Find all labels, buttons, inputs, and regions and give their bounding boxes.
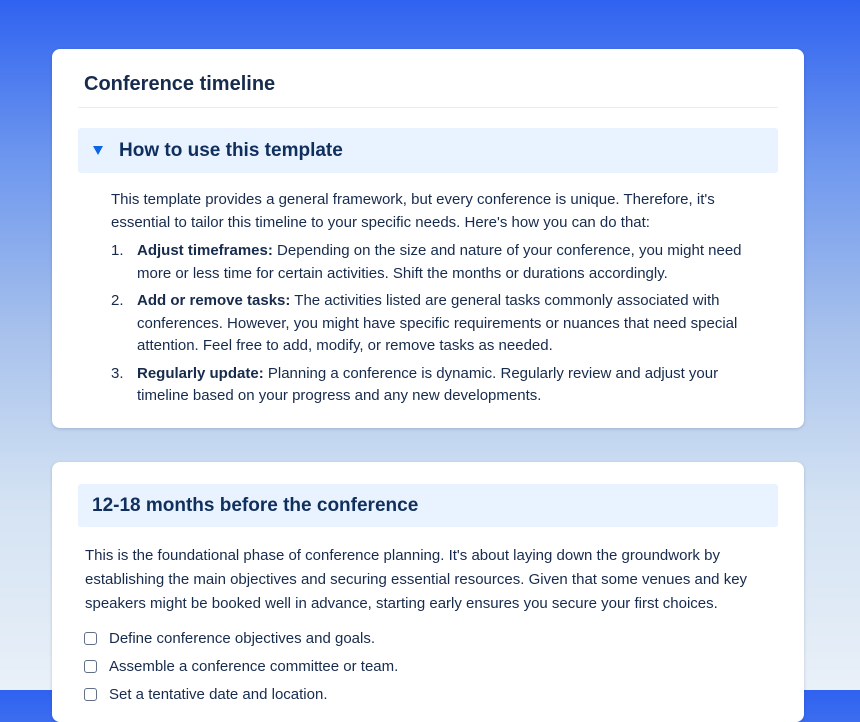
step-number: 2.	[111, 292, 124, 309]
expand-toggle[interactable]	[78, 128, 778, 173]
task-item	[84, 624, 398, 652]
page-title: Conference timeline	[84, 73, 276, 95]
task-item	[84, 652, 398, 680]
task-checkbox[interactable]	[84, 632, 97, 645]
step-title: Regularly update:	[137, 364, 264, 382]
task-label: Assemble a conference committee or team.	[109, 657, 399, 675]
step-number: 3.	[111, 364, 124, 382]
expand-title: How to use this template	[119, 139, 343, 161]
task-checklist	[84, 624, 398, 708]
list-item	[111, 240, 761, 285]
task-label: Define conference objectives and goals.	[109, 629, 376, 647]
step-number: 1.	[111, 242, 124, 259]
task-checkbox[interactable]	[84, 688, 97, 701]
phase-card	[52, 462, 804, 722]
step-text: The activities listed are general tasks commonly associated with conferences. However, you might have specific requirements or nuances that need special attention. Feel free to add, modify, or remove tasks as needed.	[137, 292, 738, 354]
task-label: Set a tentative date and location.	[109, 685, 328, 703]
task-checkbox[interactable]	[84, 660, 97, 673]
step-title: Add or remove tasks:	[137, 292, 291, 309]
template-card	[52, 49, 804, 428]
phase-title: 12-18 months before the conference	[92, 494, 419, 516]
caret-down-icon	[93, 146, 103, 155]
title-divider	[78, 107, 778, 108]
task-item	[84, 680, 398, 708]
phase-header	[78, 484, 778, 527]
list-item	[111, 290, 761, 358]
phase-description: This is the foundational phase of conference planning. It's about laying down the groundwork by establishing the main objectives and securing essential resources. Given that some venues and key speakers might be booked well in advance, starting early ensures you secure your first choices.	[85, 547, 748, 612]
step-text: Planning a conference is dynamic. Regularly review and adjust your timeline based on your progress and any new developments.	[137, 364, 719, 404]
expand-intro: This template provides a general framework, but every conference is unique. Therefore, it's essential to tailor this timeline to your specific needs. Here's how you can do that:	[111, 191, 715, 231]
step-title: Adjust timeframes:	[137, 242, 273, 259]
step-text: Depending on the size and nature of your conference, you might need more or less time for certain activities. Shift the months or durations accordingly.	[137, 242, 742, 282]
list-item	[111, 363, 761, 408]
steps-list	[111, 240, 761, 413]
